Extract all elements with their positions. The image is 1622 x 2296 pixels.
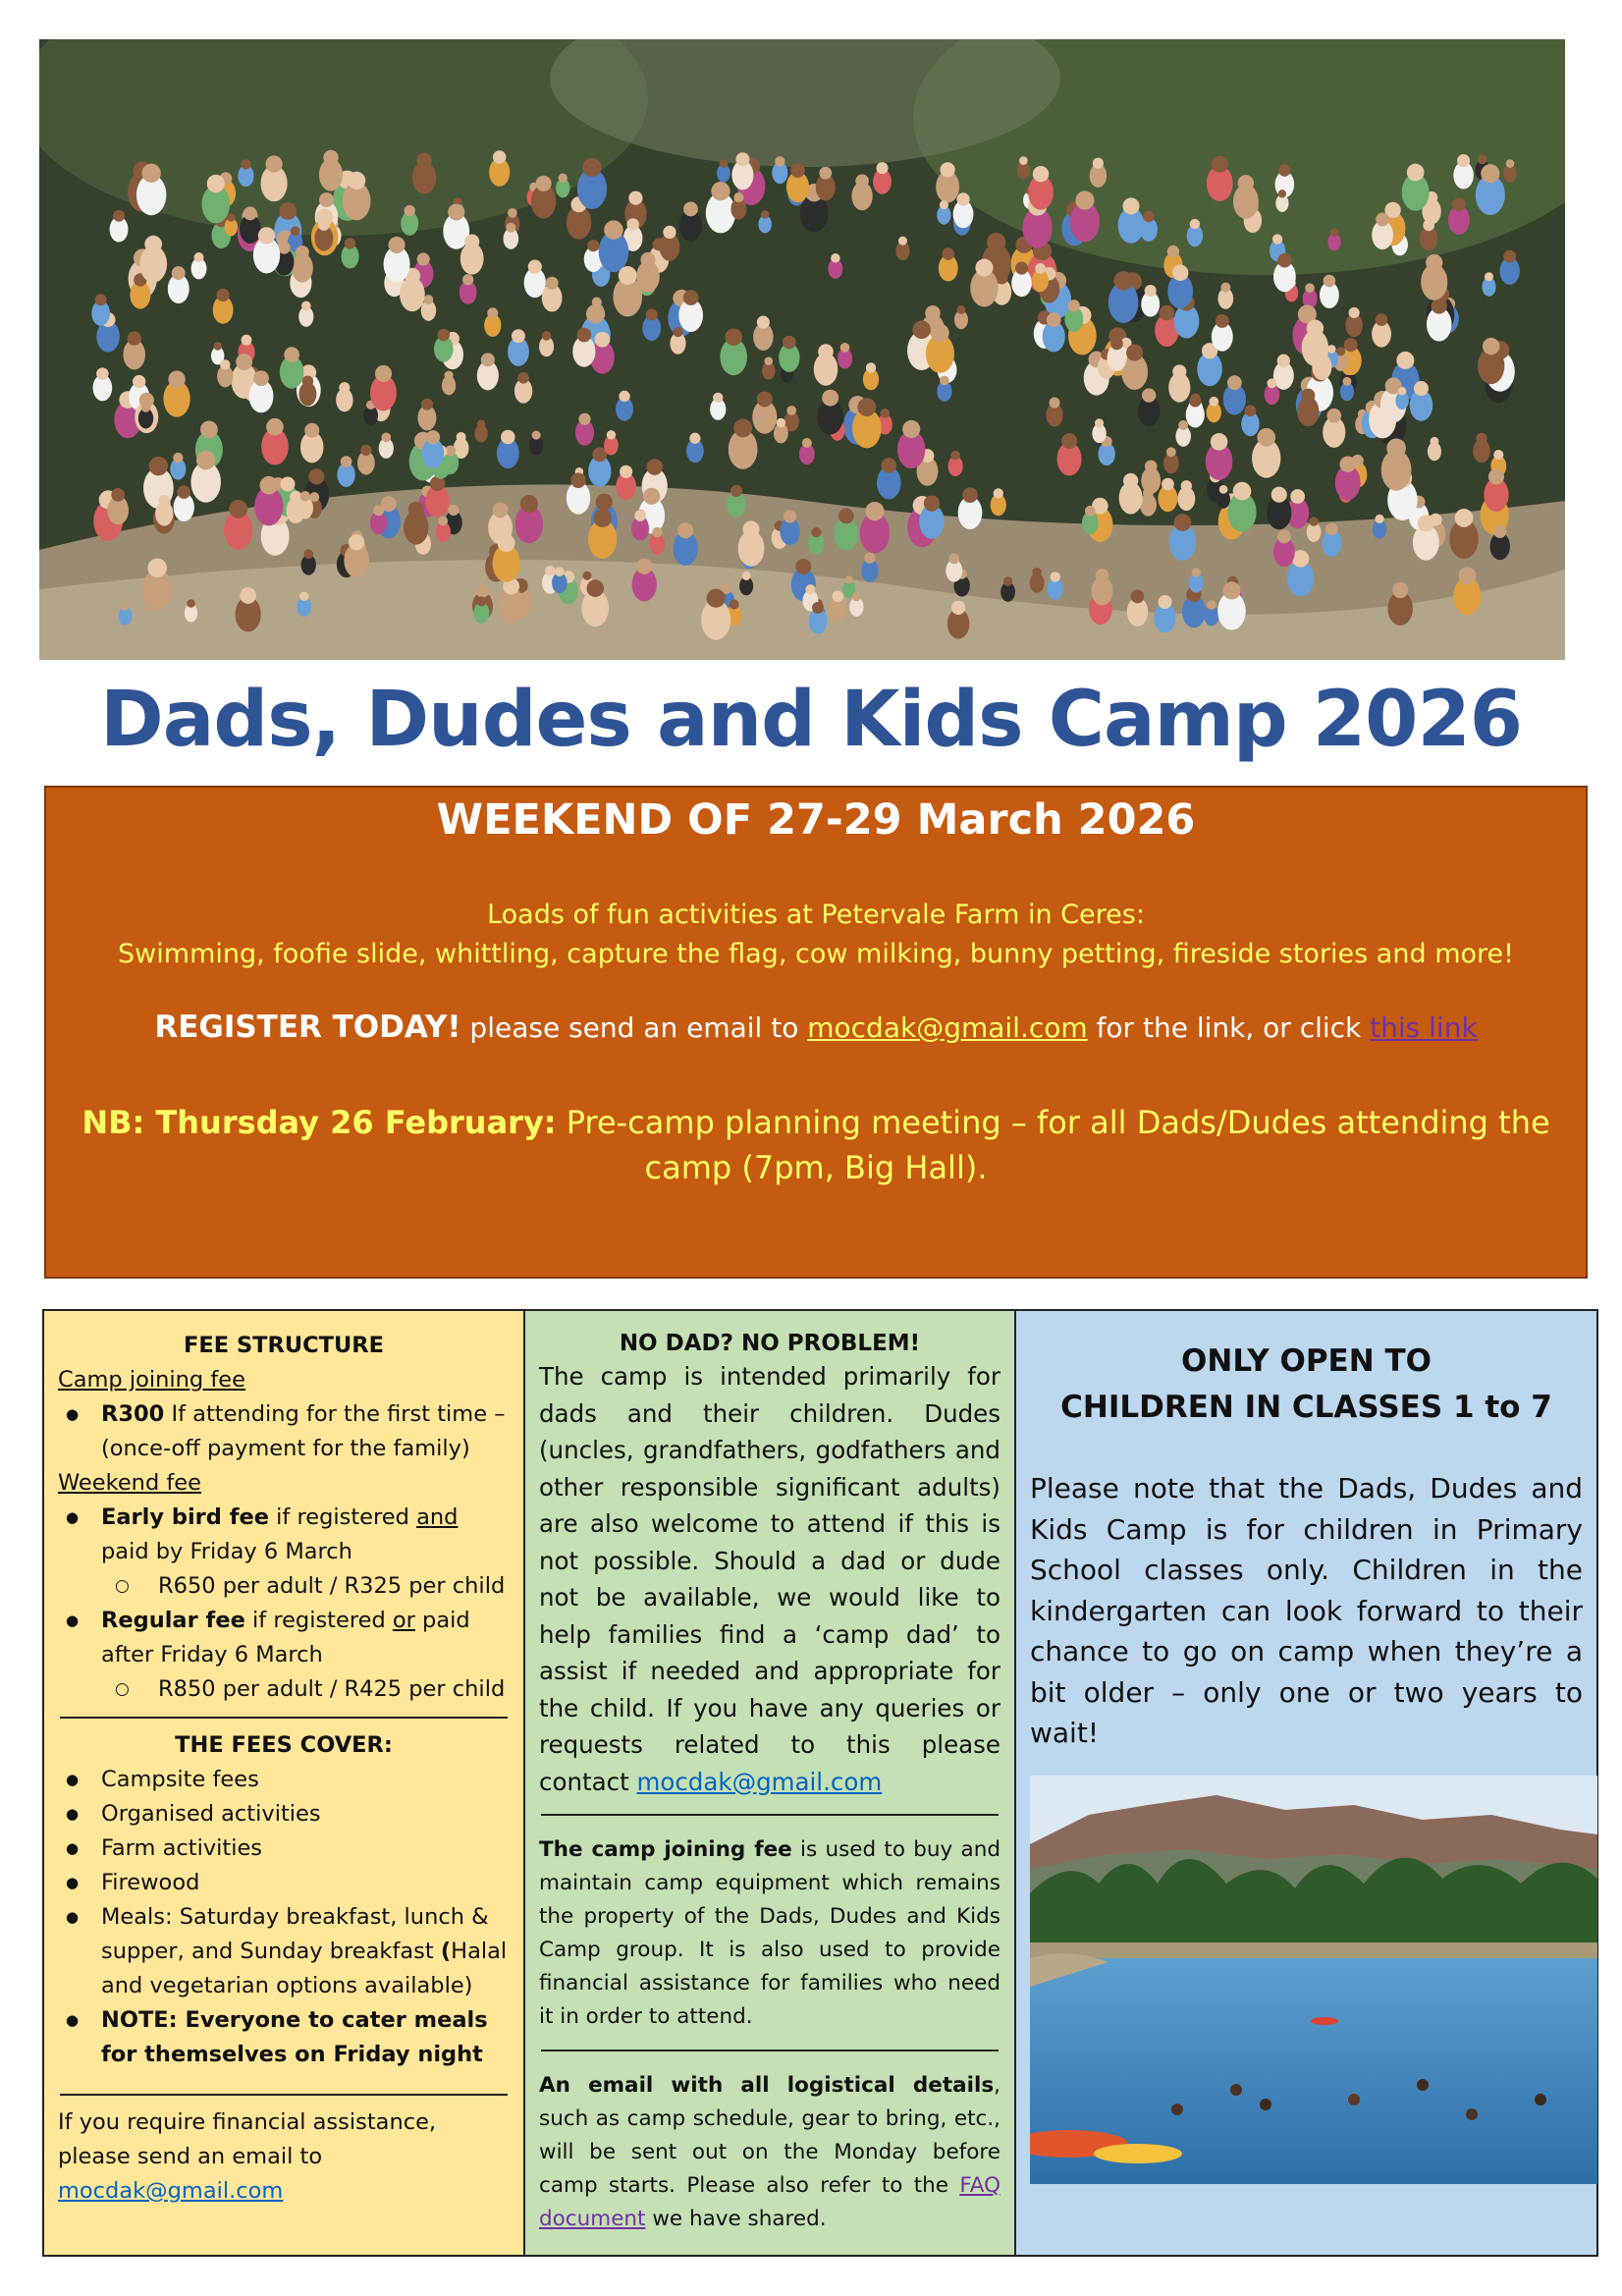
financial-assistance-text xyxy=(58,2105,510,2209)
regular-fee-text-1: if registered xyxy=(244,1608,393,1633)
crowd-illustration xyxy=(39,39,1565,660)
early-bird-price: ○ R650 per adult / R325 per child xyxy=(58,1569,510,1604)
nb-text: Pre-camp planning meeting – for all Dads/Dudes attending the camp (7pm, Big Hall). xyxy=(556,1104,1550,1186)
meals-paren: ( xyxy=(440,1939,452,1964)
no-dad-email-link[interactable]: mocdak@gmail.com xyxy=(636,1767,883,1796)
register-text-1: please send an email to xyxy=(460,1011,808,1044)
early-bird-text-1: if registered xyxy=(269,1504,417,1530)
eligibility-panel xyxy=(1014,1309,1598,2257)
weekend-fee-label: Weekend fee xyxy=(58,1470,201,1496)
regular-fee-label: Regular fee xyxy=(101,1608,245,1633)
event-banner xyxy=(44,786,1588,1279)
regular-fee-item xyxy=(58,1604,510,1672)
meals-text-1: Meals: Saturday breakfast, lunch & supper, and Sunday breakfast xyxy=(101,1904,489,1964)
divider xyxy=(60,2094,508,2096)
lake-photo xyxy=(1030,1776,1597,2184)
early-bird-label: Early bird fee xyxy=(101,1504,270,1530)
register-link[interactable]: this link xyxy=(1370,1011,1478,1044)
activities-text xyxy=(46,896,1586,974)
nb-label: NB: Thursday 26 February: xyxy=(81,1104,557,1141)
joining-fee-info-text: is used to buy and maintain camp equipment which remains the property of the Dads, Dudes and Kids Camp group. It is also used to provide financial assistance for families who need it in order to attend. xyxy=(539,1837,1000,2029)
regular-fee-or: or xyxy=(392,1608,415,1633)
eligibility-body: Please note that the Dads, Dudes and Kids Camp is for children in Primary School classes only. Children in the kindergarten can look forward to their chance to go on camp when they’re a bit older – only one or two years to wait! xyxy=(1030,1472,1583,1749)
no-dad-heading: NO DAD? NO PROBLEM! xyxy=(619,1331,921,1356)
early-bird-text-2: paid by Friday 6 March xyxy=(101,1539,352,1564)
no-dad-body xyxy=(539,1358,1000,1800)
logistics-label: An email with all logistical details xyxy=(539,2073,995,2098)
eligibility-heading-1: ONLY OPEN TO xyxy=(1181,1343,1432,1379)
register-email-link[interactable]: mocdak@gmail.com xyxy=(807,1011,1088,1044)
activities-line-2: Swimming, foofie slide, whittling, capture the flag, cow milking, bunny petting, fireside stories and more! xyxy=(118,939,1514,969)
cover-item: ● Firewood xyxy=(58,1866,510,1900)
register-heading: REGISTER TODAY! xyxy=(154,1010,461,1045)
divider xyxy=(541,1814,999,1816)
cover-item: ● Campsite fees xyxy=(58,1763,510,1797)
joining-fee-label: Camp joining fee xyxy=(58,1367,245,1393)
weekend-dates: WEEKEND OF 27-29 March 2026 xyxy=(436,795,1196,845)
friday-note: NOTE: Everyone to cater meals for themselves on Friday night xyxy=(101,2007,488,2067)
fee-structure-heading: FEE STRUCTURE xyxy=(184,1333,384,1358)
early-bird-item xyxy=(58,1501,510,1569)
no-dad-panel xyxy=(523,1309,1016,2257)
cover-item: ● Organised activities xyxy=(58,1797,510,1831)
regular-fee-text-2: paid after Friday 6 March xyxy=(101,1608,470,1667)
faq-document-link[interactable]: FAQ document xyxy=(539,2173,1000,2231)
assist-text: If you require financial assistance, please send an email to xyxy=(58,2109,437,2169)
fees-cover-heading: THE FEES COVER: xyxy=(175,1732,393,1758)
divider xyxy=(541,2050,999,2051)
cover-item: ● Farm activities xyxy=(58,1831,510,1866)
eligibility-heading xyxy=(1030,1339,1583,1431)
group-photo xyxy=(39,39,1565,660)
joining-fee-amount: R300 xyxy=(101,1401,165,1427)
divider xyxy=(60,1717,508,1719)
joining-fee-info-label: The camp joining fee xyxy=(539,1837,792,1862)
register-line xyxy=(46,1010,1586,1045)
early-bird-and: and xyxy=(416,1504,459,1530)
assist-email-link[interactable]: mocdak@gmail.com xyxy=(58,2178,284,2204)
eligibility-heading-2: CHILDREN IN CLASSES 1 to 7 xyxy=(1060,1390,1552,1425)
no-dad-body-text: The camp is intended primarily for dads and their children. Dudes (uncles, grandfathers, godfathers and other responsible significant adults) are also welcome to attend if this is not possible. Should a dad or dude not be available, we would like to help families find a ‘camp dad’ to assist if needed and appropriate for the child. If you have any queries or requests related to this please contact xyxy=(539,1362,1000,1796)
activities-line-1: Loads of fun activities at Petervale Farm in Ceres: xyxy=(487,900,1145,930)
logistics-text-2: we have shared. xyxy=(645,2207,827,2231)
lake-illustration xyxy=(1030,1776,1597,2184)
joining-fee-info xyxy=(539,1833,1000,2034)
joining-fee-text: If attending for the first time – (once-off payment for the family) xyxy=(101,1401,506,1461)
logistics-text: , such as camp schedule, gear to bring, etc., will be sent out on the Monday before camp starts. Please also refer to the xyxy=(539,2073,1000,2198)
joining-fee-item xyxy=(58,1397,510,1466)
planning-meeting-note xyxy=(46,1100,1586,1190)
cover-item-meals xyxy=(58,1900,510,2003)
register-text-2: for the link, or click xyxy=(1087,1011,1371,1044)
meals-text-2: Halal and vegetarian options available) xyxy=(101,1939,508,1998)
page-title: Dads, Dudes and Kids Camp 2026 xyxy=(99,676,1522,764)
cover-item-note xyxy=(58,2003,510,2072)
regular-fee-price: ○ R850 per adult / R425 per child xyxy=(58,1672,510,1707)
fee-structure-panel xyxy=(42,1309,525,2257)
logistics-info xyxy=(539,2069,1000,2236)
